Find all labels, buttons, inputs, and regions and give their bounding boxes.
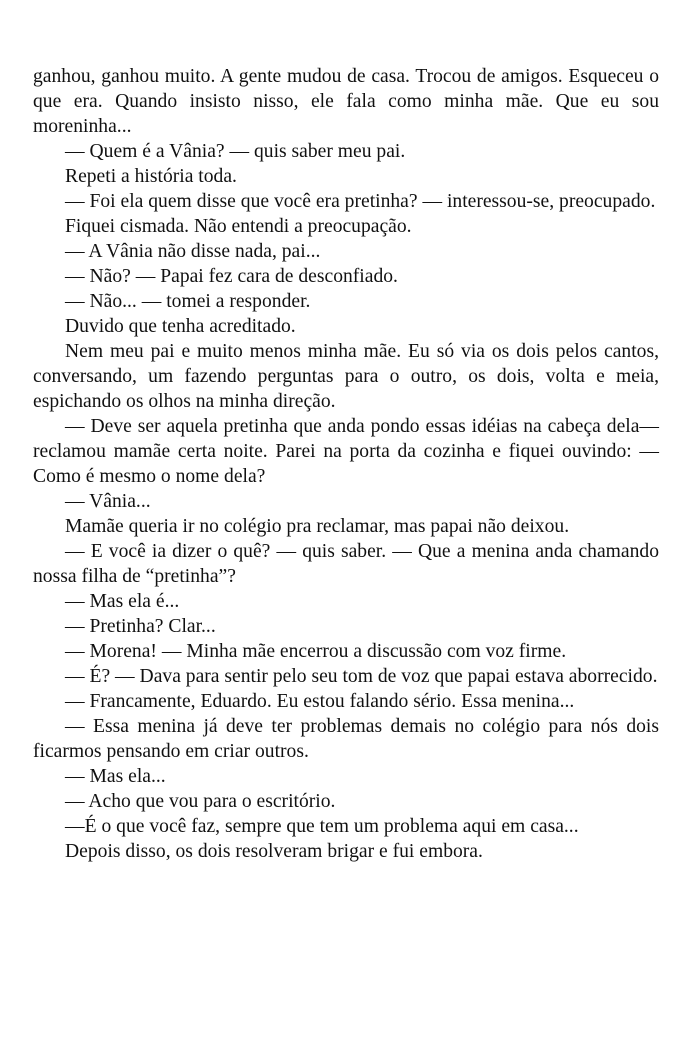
- paragraph: — Morena! — Minha mãe encerrou a discussão com voz firme.: [65, 641, 567, 662]
- paragraph: — É? — Dava para sentir pelo seu tom de voz que papai estava aborrecido.: [65, 666, 658, 687]
- paragraph: — Não? — Papai fez cara de desconfiado.: [65, 266, 398, 287]
- paragraph: — Mas ela...: [65, 766, 166, 787]
- paragraph: — A Vânia não disse nada, pai...: [65, 241, 321, 262]
- paragraph: — Não... — tomei a responder.: [65, 291, 311, 312]
- paragraph: Duvido que tenha acreditado.: [65, 316, 296, 337]
- paragraph: —É o que você faz, sempre que tem um problema aqui em casa...: [65, 816, 579, 837]
- paragraph: — Francamente, Eduardo. Eu estou falando sério. Essa menina...: [65, 691, 575, 712]
- paragraph: Fiquei cismada. Não entendi a preocupação.: [65, 216, 412, 237]
- paragraph: Depois disso, os dois resolveram brigar e fui embora.: [65, 841, 483, 862]
- paragraph: Nem meu pai e muito menos minha mãe. Eu só via os dois pelos cantos, conversando, um fazendo perguntas para o outro, os dois, volta e meia, espichando os olhos na minha direção.: [33, 341, 659, 412]
- paragraph: — Deve ser aquela pretinha que anda pondo essas idéias na cabeça dela—reclamou mamãe certa noite. Parei na porta da cozinha e fiquei ouvindo: — Como é mesmo o nome dela?: [33, 416, 659, 487]
- paragraph: — Essa menina já deve ter problemas demais no colégio para nós dois ficarmos pensando em criar outros.: [33, 716, 659, 762]
- paragraph: — E você ia dizer o quê? — quis saber. — Que a menina anda chamando nossa filha de “pretinha”?: [33, 541, 659, 587]
- paragraph: — Foi ela quem disse que você era pretinha? — interessou-se, preocupado.: [65, 191, 656, 212]
- paragraph: Mamãe queria ir no colégio pra reclamar, mas papai não deixou.: [65, 516, 570, 537]
- document-page: [33, 64, 659, 864]
- paragraph: — Quem é a Vânia? — quis saber meu pai.: [65, 141, 406, 162]
- paragraph: Repeti a história toda.: [65, 166, 237, 187]
- paragraph: — Vânia...: [65, 491, 151, 512]
- paragraph: ganhou, ganhou muito. A gente mudou de casa. Trocou de amigos. Esqueceu o que era. Quando insisto nisso, ele fala como minha mãe. Que eu sou moreninha...: [33, 66, 659, 137]
- paragraph: — Acho que vou para o escritório.: [65, 791, 336, 812]
- paragraph: — Pretinha? Clar...: [65, 616, 216, 637]
- paragraph: — Mas ela é...: [65, 591, 180, 612]
